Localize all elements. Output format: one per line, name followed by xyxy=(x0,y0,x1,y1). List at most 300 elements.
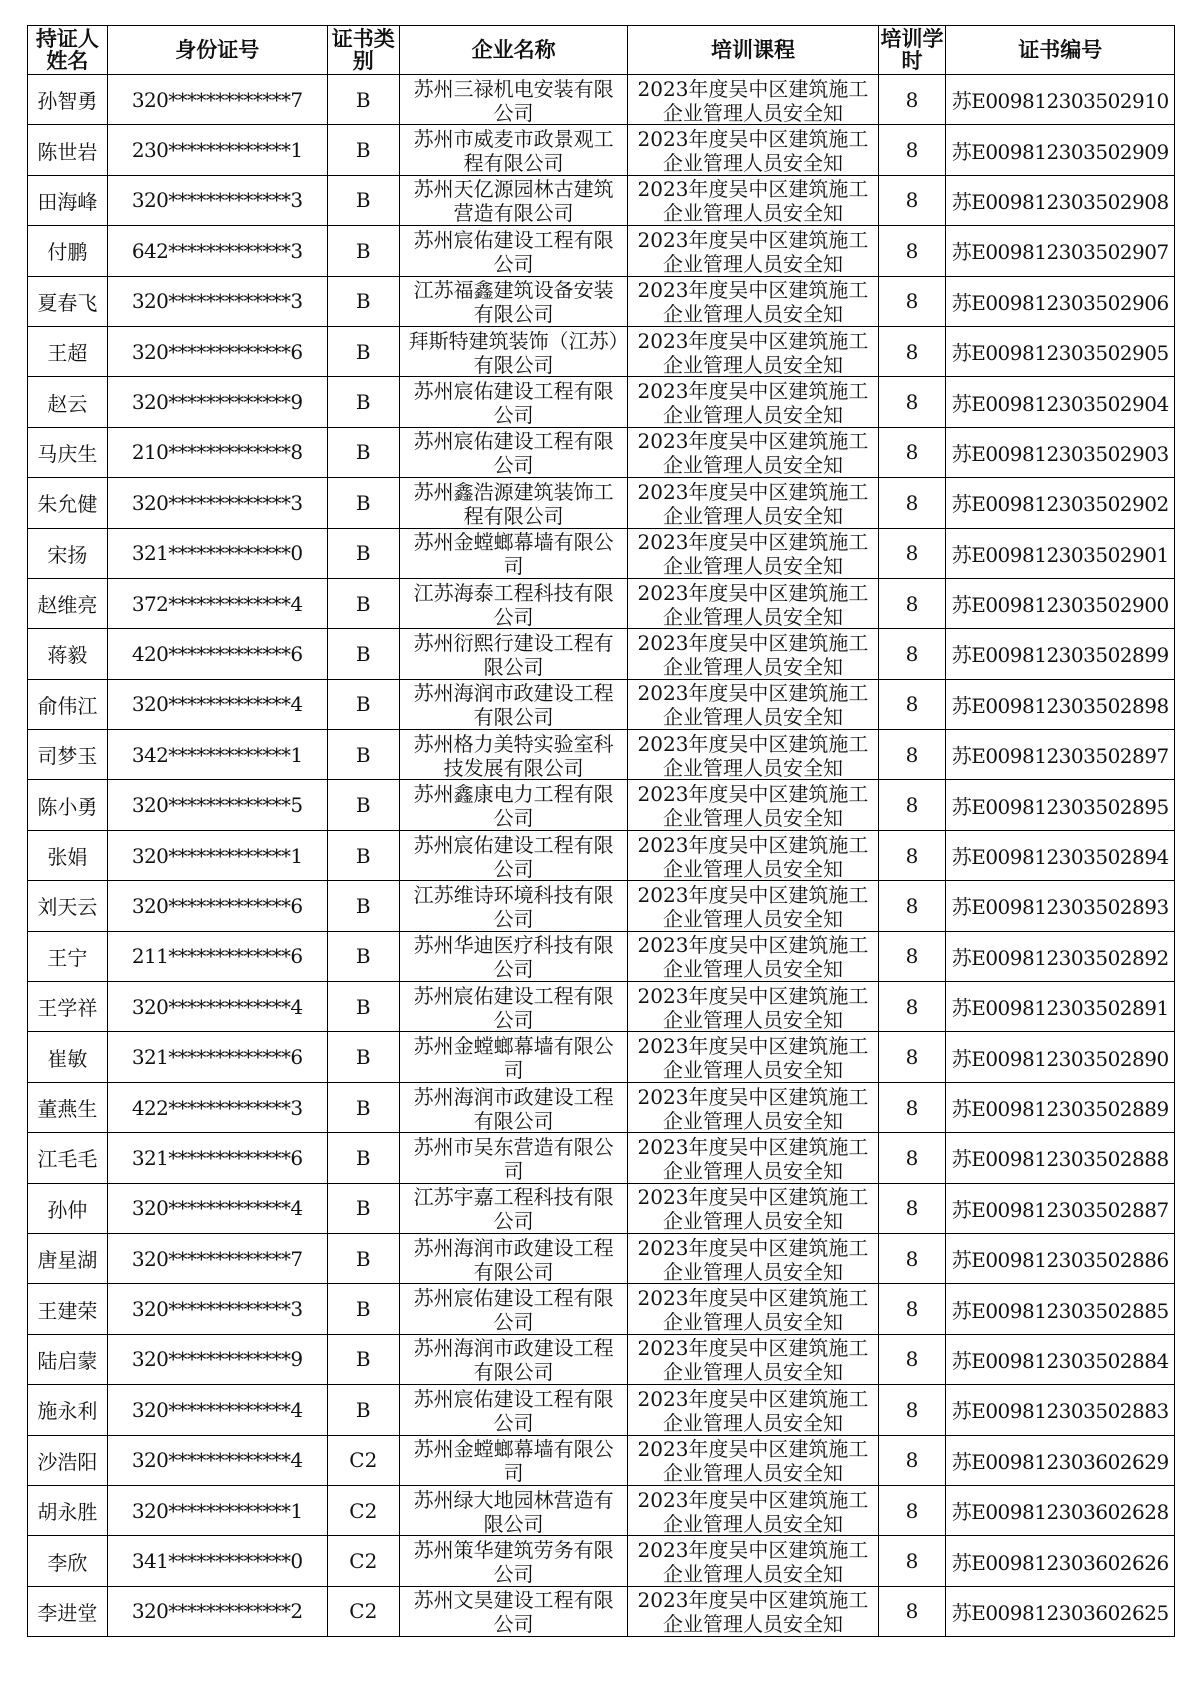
company-cell xyxy=(399,377,628,427)
id-number-cell: 230*************1 xyxy=(107,125,327,175)
company-cell-text: 苏州格力美特实验室科技发展有限公司 xyxy=(413,731,614,778)
course-cell-text: 2023年度吴中区建筑施工企业管理人员安全知 xyxy=(637,1235,869,1282)
table-row xyxy=(28,578,1175,628)
company-cell-text: 苏州天亿源园林古建筑营造有限公司 xyxy=(413,177,614,224)
id-number-cell: 321*************0 xyxy=(107,528,327,578)
course-cell-text: 2023年度吴中区建筑施工企业管理人员安全知 xyxy=(637,1487,869,1534)
company-cell xyxy=(399,1586,628,1636)
company-cell-text: 苏州宸佑建设工程有限公司 xyxy=(413,1286,614,1333)
table-row xyxy=(28,1536,1175,1586)
table-row xyxy=(28,931,1175,981)
id-number-cell: 320*************2 xyxy=(107,1586,327,1636)
company-cell xyxy=(399,427,628,477)
cert-type-cell: B xyxy=(327,326,399,376)
holder-name-cell: 田海峰 xyxy=(28,175,108,225)
holder-name-cell: 陈世岩 xyxy=(28,125,108,175)
cert-no-cell: 苏E009812303502909 xyxy=(946,125,1175,175)
holder-name-cell: 胡永胜 xyxy=(28,1485,108,1535)
company-cell-text: 江苏海泰工程科技有限公司 xyxy=(413,580,614,627)
course-cell xyxy=(628,780,878,830)
course-cell xyxy=(628,1183,878,1233)
cert-no-cell: 苏E009812303502891 xyxy=(946,982,1175,1032)
table-row xyxy=(28,75,1175,125)
hours-cell: 8 xyxy=(878,1435,946,1485)
course-cell-text: 2023年度吴中区建筑施工企业管理人员安全知 xyxy=(637,782,869,829)
hours-cell: 8 xyxy=(878,226,946,276)
course-cell-text: 2023年度吴中区建筑施工企业管理人员安全知 xyxy=(637,530,869,577)
hours-cell: 8 xyxy=(878,780,946,830)
holder-name-cell: 陈小勇 xyxy=(28,780,108,830)
course-cell-text: 2023年度吴中区建筑施工企业管理人员安全知 xyxy=(637,1185,869,1232)
cert-no-cell: 苏E009812303502886 xyxy=(946,1233,1175,1283)
cert-no-cell: 苏E009812303602629 xyxy=(946,1435,1175,1485)
id-number-cell: 320*************7 xyxy=(107,1233,327,1283)
holder-name-cell: 孙智勇 xyxy=(28,75,108,125)
company-cell-text: 苏州海润市政建设工程有限公司 xyxy=(413,1084,614,1131)
id-number-cell: 320*************4 xyxy=(107,1183,327,1233)
company-cell-text: 江苏维诗环境科技有限公司 xyxy=(413,882,614,929)
cert-type-cell: B xyxy=(327,881,399,931)
hours-cell: 8 xyxy=(878,377,946,427)
cert-type-cell: B xyxy=(327,478,399,528)
table-body xyxy=(28,75,1175,1637)
table-row xyxy=(28,226,1175,276)
course-cell-text: 2023年度吴中区建筑施工企业管理人员安全知 xyxy=(637,177,869,224)
company-cell-text: 苏州宸佑建设工程有限公司 xyxy=(413,379,614,426)
id-number-cell: 642*************3 xyxy=(107,226,327,276)
course-cell xyxy=(628,1284,878,1334)
holder-name-cell: 俞伟江 xyxy=(28,679,108,729)
table-row xyxy=(28,326,1175,376)
cert-type-cell: B xyxy=(327,125,399,175)
table-row xyxy=(28,377,1175,427)
id-number-cell: 320*************9 xyxy=(107,377,327,427)
hours-cell: 8 xyxy=(878,1385,946,1435)
course-cell xyxy=(628,1233,878,1283)
cert-no-cell: 苏E009812303502894 xyxy=(946,830,1175,880)
cert-type-cell: B xyxy=(327,528,399,578)
holder-name-cell: 施永利 xyxy=(28,1385,108,1435)
company-cell xyxy=(399,1183,628,1233)
cert-no-cell: 苏E009812303502906 xyxy=(946,276,1175,326)
table-row xyxy=(28,1435,1175,1485)
holder-name-cell: 朱允健 xyxy=(28,478,108,528)
cert-type-cell: B xyxy=(327,276,399,326)
table-row xyxy=(28,830,1175,880)
hours-cell: 8 xyxy=(878,679,946,729)
company-cell-text: 苏州宸佑建设工程有限公司 xyxy=(413,429,614,476)
course-cell-text: 2023年度吴中区建筑施工企业管理人员安全知 xyxy=(637,379,869,426)
table-row xyxy=(28,1586,1175,1636)
table-row xyxy=(28,1082,1175,1132)
cert-no-cell: 苏E009812303502904 xyxy=(946,377,1175,427)
holder-name-cell: 赵云 xyxy=(28,377,108,427)
hours-cell: 8 xyxy=(878,931,946,981)
course-cell xyxy=(628,478,878,528)
hours-cell: 8 xyxy=(878,578,946,628)
course-cell xyxy=(628,377,878,427)
header-course: 培训课程 xyxy=(628,26,878,75)
hours-cell: 8 xyxy=(878,125,946,175)
table-row xyxy=(28,478,1175,528)
cert-no-cell: 苏E009812303502898 xyxy=(946,679,1175,729)
id-number-cell: 320*************5 xyxy=(107,780,327,830)
course-cell xyxy=(628,578,878,628)
course-cell-text: 2023年度吴中区建筑施工企业管理人员安全知 xyxy=(637,127,869,174)
hours-cell: 8 xyxy=(878,1082,946,1132)
course-cell-text: 2023年度吴中区建筑施工企业管理人员安全知 xyxy=(637,1538,869,1585)
course-cell-text: 2023年度吴中区建筑施工企业管理人员安全知 xyxy=(637,1336,869,1383)
course-cell-text: 2023年度吴中区建筑施工企业管理人员安全知 xyxy=(637,1084,869,1131)
header-company: 企业名称 xyxy=(399,26,628,75)
id-number-cell: 320*************6 xyxy=(107,881,327,931)
company-cell xyxy=(399,1536,628,1586)
company-cell xyxy=(399,1032,628,1082)
holder-name-cell: 夏春飞 xyxy=(28,276,108,326)
company-cell xyxy=(399,175,628,225)
cert-no-cell: 苏E009812303502908 xyxy=(946,175,1175,225)
id-number-cell: 320*************7 xyxy=(107,75,327,125)
course-cell-text: 2023年度吴中区建筑施工企业管理人员安全知 xyxy=(637,429,869,476)
company-cell-text: 苏州市吴东营造有限公司 xyxy=(413,1134,614,1181)
company-cell-text: 苏州海润市政建设工程有限公司 xyxy=(413,681,614,728)
company-cell-text: 江苏福鑫建筑设备安装有限公司 xyxy=(413,278,614,325)
company-cell-text: 苏州绿大地园林营造有限公司 xyxy=(413,1487,614,1534)
table-row xyxy=(28,1385,1175,1435)
cert-type-cell: B xyxy=(327,1183,399,1233)
cert-type-cell: B xyxy=(327,377,399,427)
holder-name-cell: 王超 xyxy=(28,326,108,376)
cert-type-cell: B xyxy=(327,578,399,628)
hours-cell: 8 xyxy=(878,830,946,880)
company-cell xyxy=(399,1082,628,1132)
company-cell-text: 苏州宸佑建设工程有限公司 xyxy=(413,1386,614,1433)
cert-no-cell: 苏E009812303602625 xyxy=(946,1586,1175,1636)
cert-type-cell: B xyxy=(327,1032,399,1082)
holder-name-cell: 唐星湖 xyxy=(28,1233,108,1283)
holder-name-cell: 宋扬 xyxy=(28,528,108,578)
course-cell-text: 2023年度吴中区建筑施工企业管理人员安全知 xyxy=(637,1134,869,1181)
cert-no-cell: 苏E009812303502903 xyxy=(946,427,1175,477)
company-cell xyxy=(399,125,628,175)
id-number-cell: 341*************0 xyxy=(107,1536,327,1586)
id-number-cell: 320*************4 xyxy=(107,1385,327,1435)
company-cell-text: 苏州三禄机电安装有限公司 xyxy=(413,76,614,123)
course-cell-text: 2023年度吴中区建筑施工企业管理人员安全知 xyxy=(637,580,869,627)
holder-name-cell: 王学祥 xyxy=(28,982,108,1032)
hours-cell: 8 xyxy=(878,1485,946,1535)
company-cell-text: 苏州宸佑建设工程有限公司 xyxy=(413,983,614,1030)
hours-cell: 8 xyxy=(878,1133,946,1183)
table-row xyxy=(28,125,1175,175)
header-hours: 培训学时 xyxy=(878,26,946,75)
course-cell xyxy=(628,1133,878,1183)
id-number-cell: 342*************1 xyxy=(107,730,327,780)
company-cell-text: 苏州金螳螂幕墙有限公司 xyxy=(413,1437,614,1484)
cert-type-cell: B xyxy=(327,679,399,729)
cert-no-cell: 苏E009812303502897 xyxy=(946,730,1175,780)
course-cell xyxy=(628,931,878,981)
table-row xyxy=(28,982,1175,1032)
company-cell xyxy=(399,578,628,628)
holder-name-cell: 付鹏 xyxy=(28,226,108,276)
holder-name-cell: 刘天云 xyxy=(28,881,108,931)
course-cell xyxy=(628,226,878,276)
table-row xyxy=(28,730,1175,780)
course-cell xyxy=(628,175,878,225)
cert-no-cell: 苏E009812303502888 xyxy=(946,1133,1175,1183)
id-number-cell: 321*************6 xyxy=(107,1032,327,1082)
table-row xyxy=(28,881,1175,931)
cert-no-cell: 苏E009812303502892 xyxy=(946,931,1175,981)
id-number-cell: 210*************8 xyxy=(107,427,327,477)
company-cell xyxy=(399,931,628,981)
table-row xyxy=(28,1133,1175,1183)
course-cell xyxy=(628,629,878,679)
company-cell xyxy=(399,830,628,880)
course-cell xyxy=(628,75,878,125)
cert-type-cell: B xyxy=(327,75,399,125)
hours-cell: 8 xyxy=(878,1233,946,1283)
cert-type-cell: B xyxy=(327,1082,399,1132)
company-cell-text: 江苏宇嘉工程科技有限公司 xyxy=(413,1185,614,1232)
company-cell xyxy=(399,881,628,931)
course-cell xyxy=(628,125,878,175)
course-cell xyxy=(628,830,878,880)
id-number-cell: 320*************4 xyxy=(107,679,327,729)
id-number-cell: 320*************3 xyxy=(107,276,327,326)
course-cell xyxy=(628,1435,878,1485)
header-row xyxy=(28,26,1175,75)
course-cell xyxy=(628,427,878,477)
company-cell xyxy=(399,276,628,326)
hours-cell: 8 xyxy=(878,427,946,477)
company-cell xyxy=(399,75,628,125)
course-cell xyxy=(628,528,878,578)
course-cell-text: 2023年度吴中区建筑施工企业管理人员安全知 xyxy=(637,1588,869,1635)
cert-type-cell: B xyxy=(327,1284,399,1334)
course-cell xyxy=(628,1536,878,1586)
course-cell xyxy=(628,1082,878,1132)
table-row xyxy=(28,1183,1175,1233)
cert-type-cell: C2 xyxy=(327,1586,399,1636)
course-cell-text: 2023年度吴中区建筑施工企业管理人员安全知 xyxy=(637,1034,869,1081)
hours-cell: 8 xyxy=(878,1536,946,1586)
id-number-cell: 320*************6 xyxy=(107,326,327,376)
cert-type-cell: C2 xyxy=(327,1536,399,1586)
company-cell-text: 苏州金螳螂幕墙有限公司 xyxy=(413,1034,614,1081)
course-cell-text: 2023年度吴中区建筑施工企业管理人员安全知 xyxy=(637,933,869,980)
company-cell-text: 苏州鑫康电力工程有限公司 xyxy=(413,782,614,829)
id-number-cell: 420*************6 xyxy=(107,629,327,679)
cert-no-cell: 苏E009812303502907 xyxy=(946,226,1175,276)
course-cell xyxy=(628,881,878,931)
header-id-number: 身份证号 xyxy=(107,26,327,75)
company-cell xyxy=(399,1485,628,1535)
table-row xyxy=(28,780,1175,830)
cert-type-cell: B xyxy=(327,780,399,830)
holder-name-cell: 司梦玉 xyxy=(28,730,108,780)
holder-name-cell: 江毛毛 xyxy=(28,1133,108,1183)
cert-type-cell: B xyxy=(327,931,399,981)
table-row xyxy=(28,427,1175,477)
hours-cell: 8 xyxy=(878,982,946,1032)
cert-type-cell: B xyxy=(327,1233,399,1283)
course-cell xyxy=(628,276,878,326)
hours-cell: 8 xyxy=(878,478,946,528)
course-cell-text: 2023年度吴中区建筑施工企业管理人员安全知 xyxy=(637,1437,869,1484)
holder-name-cell: 王宁 xyxy=(28,931,108,981)
company-cell-text: 苏州海润市政建设工程有限公司 xyxy=(413,1235,614,1282)
id-number-cell: 320*************1 xyxy=(107,830,327,880)
cert-type-cell: B xyxy=(327,629,399,679)
company-cell xyxy=(399,982,628,1032)
course-cell-text: 2023年度吴中区建筑施工企业管理人员安全知 xyxy=(637,227,869,274)
table-row xyxy=(28,1284,1175,1334)
course-cell xyxy=(628,326,878,376)
company-cell xyxy=(399,1133,628,1183)
company-cell xyxy=(399,226,628,276)
holder-name-cell: 赵维亮 xyxy=(28,578,108,628)
table-row xyxy=(28,679,1175,729)
header-cert-type: 证书类别 xyxy=(327,26,399,75)
holder-name-cell: 王建荣 xyxy=(28,1284,108,1334)
holder-name-cell: 孙仲 xyxy=(28,1183,108,1233)
hours-cell: 8 xyxy=(878,75,946,125)
table-row xyxy=(28,175,1175,225)
header-cert-no: 证书编号 xyxy=(946,26,1175,75)
cert-no-cell: 苏E009812303502893 xyxy=(946,881,1175,931)
company-cell xyxy=(399,478,628,528)
company-cell-text: 苏州策华建筑劳务有限公司 xyxy=(413,1538,614,1585)
course-cell-text: 2023年度吴中区建筑施工企业管理人员安全知 xyxy=(637,328,869,375)
cert-no-cell: 苏E009812303502885 xyxy=(946,1284,1175,1334)
company-cell-text: 苏州宸佑建设工程有限公司 xyxy=(413,227,614,274)
company-cell xyxy=(399,326,628,376)
hours-cell: 8 xyxy=(878,730,946,780)
id-number-cell: 320*************3 xyxy=(107,1284,327,1334)
hours-cell: 8 xyxy=(878,1334,946,1384)
course-cell-text: 2023年度吴中区建筑施工企业管理人员安全知 xyxy=(637,630,869,677)
hours-cell: 8 xyxy=(878,1586,946,1636)
cert-no-cell: 苏E009812303502889 xyxy=(946,1082,1175,1132)
cert-type-cell: B xyxy=(327,1133,399,1183)
table-row xyxy=(28,629,1175,679)
table-row xyxy=(28,1233,1175,1283)
id-number-cell: 422*************3 xyxy=(107,1082,327,1132)
hours-cell: 8 xyxy=(878,1284,946,1334)
holder-name-cell: 李欣 xyxy=(28,1536,108,1586)
company-cell xyxy=(399,730,628,780)
company-cell xyxy=(399,629,628,679)
cert-type-cell: C2 xyxy=(327,1435,399,1485)
cert-no-cell: 苏E009812303502905 xyxy=(946,326,1175,376)
course-cell xyxy=(628,730,878,780)
id-number-cell: 320*************4 xyxy=(107,982,327,1032)
holder-name-cell: 陆启蒙 xyxy=(28,1334,108,1384)
cert-no-cell: 苏E009812303502884 xyxy=(946,1334,1175,1384)
cert-type-cell: B xyxy=(327,1385,399,1435)
holder-name-cell: 张娟 xyxy=(28,830,108,880)
course-cell-text: 2023年度吴中区建筑施工企业管理人员安全知 xyxy=(637,76,869,123)
id-number-cell: 320*************3 xyxy=(107,175,327,225)
cert-no-cell: 苏E009812303502910 xyxy=(946,75,1175,125)
course-cell xyxy=(628,1032,878,1082)
hours-cell: 8 xyxy=(878,1032,946,1082)
cert-no-cell: 苏E009812303502899 xyxy=(946,629,1175,679)
company-cell xyxy=(399,1233,628,1283)
course-cell-text: 2023年度吴中区建筑施工企业管理人员安全知 xyxy=(637,278,869,325)
certificate-table xyxy=(27,25,1175,1637)
course-cell-text: 2023年度吴中区建筑施工企业管理人员安全知 xyxy=(637,1386,869,1433)
holder-name-cell: 董燕生 xyxy=(28,1082,108,1132)
cert-type-cell: C2 xyxy=(327,1485,399,1535)
hours-cell: 8 xyxy=(878,1183,946,1233)
hours-cell: 8 xyxy=(878,629,946,679)
company-cell-text: 苏州金螳螂幕墙有限公司 xyxy=(413,530,614,577)
header-holder: 持证人姓名 xyxy=(28,26,108,75)
id-number-cell: 372*************4 xyxy=(107,578,327,628)
company-cell xyxy=(399,780,628,830)
course-cell-text: 2023年度吴中区建筑施工企业管理人员安全知 xyxy=(637,882,869,929)
company-cell-text: 苏州鑫浩源建筑装饰工程有限公司 xyxy=(413,479,614,526)
holder-name-cell: 崔敏 xyxy=(28,1032,108,1082)
table-row xyxy=(28,1485,1175,1535)
course-cell-text: 2023年度吴中区建筑施工企业管理人员安全知 xyxy=(637,1286,869,1333)
id-number-cell: 320*************4 xyxy=(107,1435,327,1485)
cert-type-cell: B xyxy=(327,175,399,225)
cert-type-cell: B xyxy=(327,427,399,477)
id-number-cell: 320*************1 xyxy=(107,1485,327,1535)
table-row xyxy=(28,528,1175,578)
company-cell-text: 苏州宸佑建设工程有限公司 xyxy=(413,832,614,879)
company-cell xyxy=(399,528,628,578)
cert-no-cell: 苏E009812303502895 xyxy=(946,780,1175,830)
table-row xyxy=(28,276,1175,326)
holder-name-cell: 沙浩阳 xyxy=(28,1435,108,1485)
course-cell xyxy=(628,1485,878,1535)
course-cell-text: 2023年度吴中区建筑施工企业管理人员安全知 xyxy=(637,681,869,728)
holder-name-cell: 李进堂 xyxy=(28,1586,108,1636)
company-cell xyxy=(399,1435,628,1485)
cert-type-cell: B xyxy=(327,730,399,780)
id-number-cell: 320*************3 xyxy=(107,478,327,528)
cert-type-cell: B xyxy=(327,982,399,1032)
cert-no-cell: 苏E009812303502887 xyxy=(946,1183,1175,1233)
table-row xyxy=(28,1334,1175,1384)
cert-no-cell: 苏E009812303502900 xyxy=(946,578,1175,628)
course-cell-text: 2023年度吴中区建筑施工企业管理人员安全知 xyxy=(637,832,869,879)
hours-cell: 8 xyxy=(878,528,946,578)
course-cell-text: 2023年度吴中区建筑施工企业管理人员安全知 xyxy=(637,479,869,526)
hours-cell: 8 xyxy=(878,881,946,931)
holder-name-cell: 马庆生 xyxy=(28,427,108,477)
company-cell xyxy=(399,679,628,729)
cert-type-cell: B xyxy=(327,226,399,276)
cert-type-cell: B xyxy=(327,1334,399,1384)
hours-cell: 8 xyxy=(878,326,946,376)
company-cell-text: 拜斯特建筑装饰（江苏）有限公司 xyxy=(408,328,619,375)
holder-name-cell: 蒋毅 xyxy=(28,629,108,679)
hours-cell: 8 xyxy=(878,175,946,225)
company-cell-text: 苏州市威麦市政景观工程有限公司 xyxy=(413,127,614,174)
company-cell xyxy=(399,1284,628,1334)
cert-no-cell: 苏E009812303502901 xyxy=(946,528,1175,578)
course-cell-text: 2023年度吴中区建筑施工企业管理人员安全知 xyxy=(637,983,869,1030)
cert-type-cell: B xyxy=(327,830,399,880)
company-cell-text: 苏州衍熙行建设工程有限公司 xyxy=(413,630,614,677)
company-cell-text: 苏州海润市政建设工程有限公司 xyxy=(413,1336,614,1383)
